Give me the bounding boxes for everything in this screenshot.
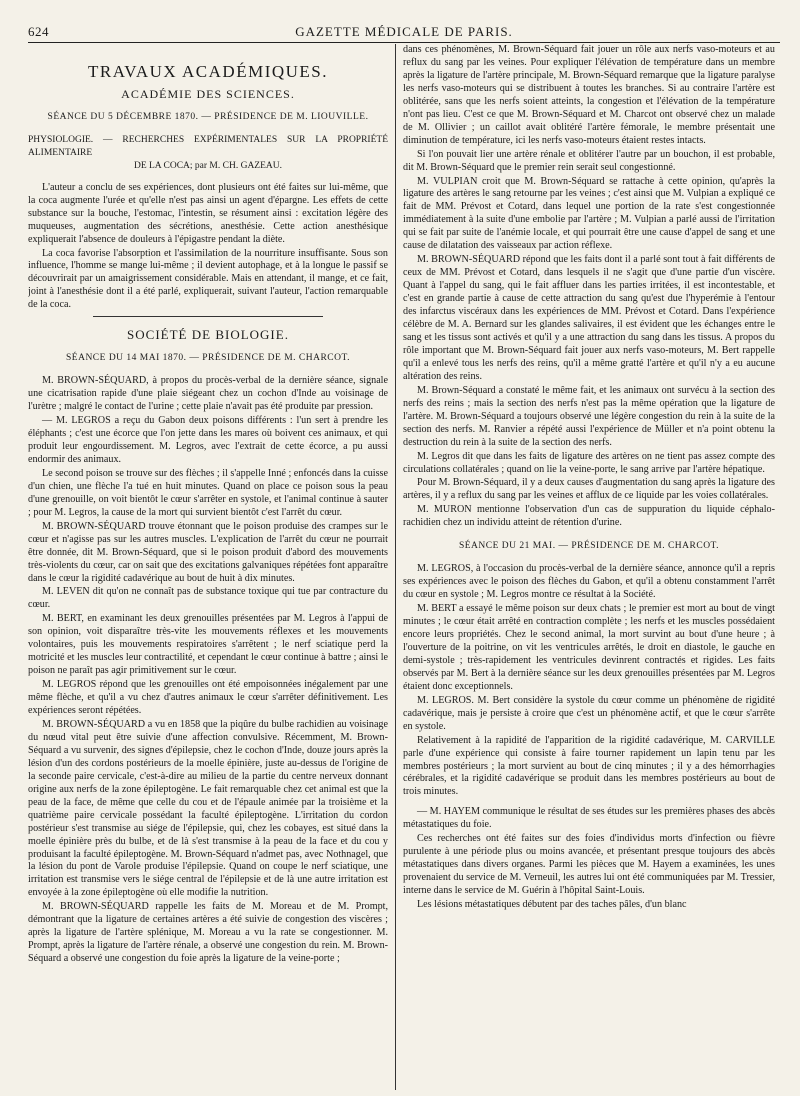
paragraph: Ces recherches ont été faites sur des foies d'individus morts d'infection ou fièvre purulente à une période plus ou moins avancée, et présentant presque toujours des abcès métastatiques dans divers organes. Parmi les pièces que M. Hayem a examinées, les unes provenaient du service de M. Verneuil, les autres lui ont été communiquées par M. Tressier, interne dans le service de M. Guérin à l'hôpital Saint-Louis.	[403, 833, 775, 897]
article-heading	[28, 134, 388, 173]
paragraph: M. BERT, en examinant les deux grenouilles présentées par M. Legros à l'appui de son opinion, voit disparaître très-vite les mouvements réflexes et les mouvements volontaires, puis les mouvements respiratoires s'arrêtent ; le nerf sciatique perd la motricité et les muscles leur contractilité, et cependant le cœur continue à battre ; ainsi le poison ne paraît pas agir primitivement sur le cœur.	[28, 613, 388, 677]
journal-title: GAZETTE MÉDICALE DE PARIS.	[295, 24, 513, 39]
paragraph: M. LEGROS. M. Bert considère la systole du cœur comme un phénomène de rigidité cadavérique, mais je persiste à croire que c'est un phénomène actif, et que le cœur s'arrête en systole.	[403, 694, 775, 732]
running-header	[28, 18, 780, 43]
paragraph: M. VULPIAN croit que M. Brown-Séquard se rattache à cette opinion, qu'après la ligature des artères le sang retourne par les veines ; c'est ainsi que M. Vulpian a expliqué ce fait de MM. Prévost et Cotard, dans lequel une portion de la rate s'est congestionnée immédiatement à la suite d'une embolie par l'artère ; M. Vulpian a parlé aussi de l'irritation qui se fait par suite de l'anémie locale, et qui pourrait être une cause d'appel de sang et une cause de dilatation des vaisseaux par action réflexe.	[403, 175, 775, 252]
academy-heading: ACADÉMIE DES SCIENCES.	[121, 87, 295, 101]
article-heading-line2: DE LA COCA; par M. CH. GAZEAU.	[133, 160, 283, 171]
paragraph: Relativement à la rapidité de l'apparition de la rigidité cadavérique, M. CARVILLE parle d'une expérience qui consiste à faire tourner rapidement un lapin tenu par les membres postérieurs ; la mort survient au bout de cinq minutes ; il y a des hémorrhagies cérébrales, et la rigidité cadavérique se produit dans les membres postérieurs au bout de trois minutes.	[403, 734, 775, 798]
paragraph: Les lésions métastatiques débutent par des taches pâles, d'un blanc	[417, 899, 687, 911]
paragraph: M. BROWN-SÉQUARD rappelle les faits de M. Moreau et de M. Prompt, démontrant que la ligature de certaines artères a été suivie de congestion des viscères ; après la ligature de l'artère splénique, M. Moreau a vu la rate se congestionner. M. Prompt, après la ligature de l'artère rénale, a observé une congestion du rein. M. Brown-Séquard a observé une congestion du foie après la ligature de la veine-porte ;	[28, 901, 388, 965]
session-heading: SÉANCE DU 21 MAI. — PRÉSIDENCE DE M. CHARCOT.	[458, 541, 720, 552]
section-title: TRAVAUX ACADÉMIQUES.	[87, 62, 328, 81]
society-heading: SOCIÉTÉ DE BIOLOGIE.	[127, 327, 289, 343]
right-column	[403, 44, 775, 1090]
paragraph: M. Brown-Séquard a constaté le même fait, et les animaux ont survécu à la section des nerfs des reins ; mais la section des nerfs n'est pas la même opération que la ligature de l'artère. M. Brown-Séquard a toujours observé une légère congestion du rein à la suite de la section des nerfs. M. Ranvier a répété aussi l'expérience de Müller et n'a point obtenu la destruction du rein à la suite de la section des nerfs.	[403, 384, 775, 448]
paragraph: L'auteur a conclu de ses expériences, dont plusieurs ont été faites sur lui-même, que la coca augmente l'urée et qu'elle n'est pas ainsi un agent d'épargne. Les effets de cette substance sur la bouche, l'estomac, l'intestin, se résument ainsi : excitation légère des muqueuses, augmentation des sécrétions, anesthésie. Cette action anesthésique expliquerait l'absence de douleurs à l'épigastre pendant la diète.	[28, 181, 388, 245]
left-column	[28, 44, 388, 1090]
paragraph: M. LEGROS répond que les grenouilles ont été empoisonnées inégalement par une même flèche, et qu'il a vu chez d'autres animaux le cœur s'arrêter définitivement. Les expériences seront répétées.	[28, 679, 388, 717]
page-number: 624	[28, 24, 49, 39]
paragraph: La coca favorise l'absorption et l'assimilation de la nourriture insuffisante. Sous son influence, l'homme se mange lui-même ; il devient autophage, et à la longue le passif se découvrirait par un amaigrissement considérable. Mais en attendant, il mange, et ce fait, joint à l'anesthésie dont il a été parlé, expliquerait, suivant l'auteur, l'action remarquable de la coca.	[28, 247, 388, 311]
paragraph: M. BERT a essayé le même poison sur deux chats ; le premier est mort au bout de vingt minutes ; le cœur était arrêté en contraction complète ; les nerfs et les muscles possédaient encore leurs propriétés. Chez le second animal, la mort survint au bout d'une heure ; à l'ouverture de la poitrine, on vit les ventricules arrêtés, le droit en diastole, le gauche en demi-systole ; très-rapidement les ventricules devinrent contractés et rigides. Les faits observés par M. Bert à la dernière séance sur les deux grenouilles présentées par M. Legros étaient donc exceptionnels.	[403, 603, 775, 692]
paragraph: — M. HAYEM communique le résultat de ses études sur les premières phases des abcès métastatiques du foie.	[403, 806, 775, 831]
paragraph: M. BROWN-SÉQUARD trouve étonnant que le poison produise des crampes sur le cœur et n'agisse pas sur les autres muscles. L'explication de l'arrêt du cœur ne pourrait être donnée, dit M. Brown-Séquard, que si le poison produit d'abord des mouvements très-violents du cœur, car on sait que des excitations galvaniques répétées font apparaître dans le cœur la rigidité cadavérique au bout de huit à dix minutes.	[28, 520, 388, 584]
paragraph: M. LEVEN dit qu'on ne connaît pas de substance toxique qui tue par contracture du cœur.	[28, 586, 388, 611]
article-heading-line1: PHYSIOLOGIE. — RECHERCHES EXPÉRIMENTALES SUR LA PROPRIÉTÉ ALIMENTAIRE	[28, 134, 388, 158]
paragraph: M. MURON mentionne l'observation d'un cas de suppuration du liquide céphalo-rachidien chez un individu atteint de rétention d'urine.	[403, 504, 775, 529]
paragraph: Pour M. Brown-Séquard, il y a deux causes d'augmentation du sang après la ligature des artères, il y a reflux du sang par les veines et afflux de ce liquide par les voies collatérales.	[403, 477, 775, 502]
session-heading: SÉANCE DU 5 DÉCEMBRE 1870. — PRÉSIDENCE DE M. LIOUVILLE.	[47, 111, 369, 122]
paragraph: dans ces phénomènes, M. Brown-Séquard fait jouer un rôle aux nerfs vaso-moteurs et au reflux du sang par les veines. Pour expliquer l'élévation de température dans un membre après la ligature de l'artère principale, M. Brown-Séquard remarque que la ligature paralyse les nerfs vaso-moteurs qui se distribuent à toutes les branches. Si au contraire l'artère est oblitérée, sans que les nerfs soient atteints, la congestion et l'élévation de la température n'ont pas lieu. C'est ce que M. Brown-Séquard et M. Charcot ont observé chez un malade de M. Ollivier ; un caillot avait oblitéré l'artère fémorale, le membre présentait une diminution de température, ici les nerfs vaso-moteurs étaient restes intacts.	[403, 44, 775, 146]
paragraph: M. LEGROS, à l'occasion du procès-verbal de la dernière séance, annonce qu'il a repris ses expériences avec le poison des flèches du Gabon, et qu'il a obtenu constamment l'arrêt du cœur en systole ; M. Legros montre ce résultat à la Société.	[403, 563, 775, 601]
paragraph: Si l'on pouvait lier une artère rénale et oblitérer l'autre par un bouchon, il est probable, dit M. Brown-Séquard que le premier rein serait seul congestionné.	[403, 148, 775, 173]
paragraph: M. BROWN-SÉQUARD répond que les faits dont il a parlé sont tout à fait différents de ceux de MM. Prévost et Cotard, dans lesquels il ne s'agit que d'une partie d'un viscère. Quant à l'appel du sang, qui le fait affluer dans les parties irritées, il est incontestable, et c'est en grande partie à cause de cette attraction du sang qu'est due l'hyperémie à l'entour des infarctus viscéraux dans les expériences de MM. Prévost et Cotard. Dans l'expérience célèbre de M. A. Bernard sur les glandes salivaires, il est évident que les échanges entre le sang et les tissus sont activés et qu'il y a une attraction du sang dans les tissus. A propos du rôle important que M. Brown-Séquard fait jouer aux nerfs vaso-moteurs, M. Bert rappelle qu'il a enlevé tous les nerfs des reins, qu'il a même gratté l'artère et qu'il n'y a eu aucune altération des reins.	[403, 254, 775, 382]
paragraph: M. BROWN-SÉQUARD, à propos du procès-verbal de la dernière séance, signale une cicatrisation rapide d'une plaie siégeant chez un cochon d'Inde au voisinage de l'urètre ; malgré le contact de l'urine ; cette plaie n'avait pas été produite par pression.	[28, 375, 388, 413]
paragraph: M. Legros dit que dans les faits de ligature des artères on ne tient pas assez compte des circulations collatérales ; quand on lie la veine-porte, le sang arrive par l'artère hépatique.	[403, 450, 775, 475]
paragraph: — M. LEGROS a reçu du Gabon deux poisons différents : l'un sert à prendre les éléphants ; c'est une écorce que l'on jette dans les mares où boivent ces animaux, et qui produit leur engourdissement. M. Legros, avec l'extrait de cette écorce, a pu aussi endormir des animaux.	[28, 415, 388, 465]
session-heading: SÉANCE DU 14 MAI 1870. — PRÉSIDENCE DE M. CHARCOT.	[66, 353, 350, 364]
paragraph: Le second poison se trouve sur des flèches ; il s'appelle Inné ; enfoncés dans la cuisse d'un chien, une flèche l'a tué en huit minutes. Quand on place ce poison sous la peau d'une grenouille, on voit bientôt le cœur s'arrêter en systole, et l'animal continue à sauter ; pour M. Legros, la cause de la mort qui survient bientôt c'est l'arrêt du cœur.	[28, 467, 388, 518]
column-divider	[395, 44, 396, 1090]
paragraph: M. BROWN-SÉQUARD a vu en 1858 que la piqûre du bulbe rachidien au voisinage du nœud vital peut être suivie d'une affection convulsive. Récemment, M. Brown-Séquard a vu survenir, des signes d'épilepsie, chez le cochon d'Inde, douze jours après la lésion d'un des cordons postérieurs de la moelle épinière, juste au-dessus de l'origine de la seconde paire cervicale, c'est-à-dire au milieu de la partie du centre nerveux donnant origine aux nerfs de la zone épileptogène. Le fait remarquable chez cet animal est que la peau de la face, de même que celle du cou et de l'épaule animée par la troisième et la quatrième paire cervicale possédant la faculté épileptogène. L'irritation du cordon postérieur s'est transmise au siége de l'épilepsie, qui, chez les cobayes, est situé dans la moelle épinière près du bulbe, et de là s'est transmise à la peau de la face et du cou y produisant la faculté épileptogène. M. Brown-Séquard n'admet pas, avec Nothnagel, que la lésion du pont de Varole produise l'épilepsie. Quand on coupe le nerf sciatique, une irritation est transmise vers le siége central de l'épilepsie et de là une autre irritation est envoyée à la zone épileptogène où elle modifie la nutrition.	[28, 718, 388, 899]
section-rule	[93, 316, 323, 317]
